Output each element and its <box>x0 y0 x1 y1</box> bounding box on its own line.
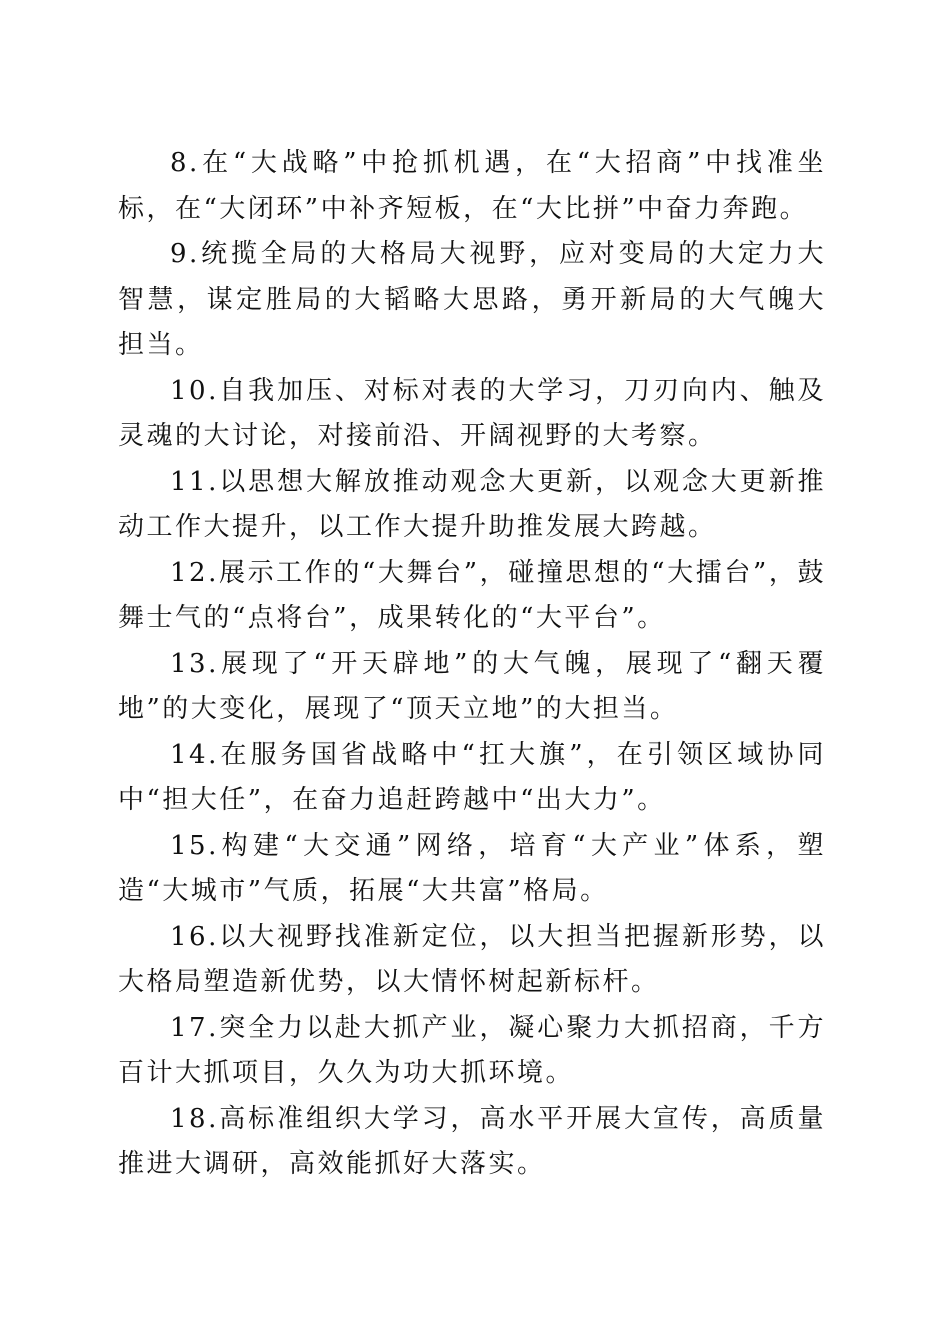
paragraph-10: 10.自我加压、对标对表的大学习，刀刃向内、触及灵魂的大讨论，对接前沿、开阔视野的大考察。 <box>118 375 826 451</box>
document-body <box>118 141 826 1188</box>
paragraph-16: 16.以大视野找准新定位，以大担当把握新形势，以大格局塑造新优势，以大情怀树起新标杆。 <box>118 921 826 997</box>
paragraph-14: 14.在服务国省战略中“扛大旗”，在引领区域协同中“担大任”，在奋力追赶跨越中“出大力”。 <box>118 739 826 815</box>
paragraph-18: 18.高标准组织大学习，高水平开展大宣传，高质量推进大调研，高效能抓好大落实。 <box>118 1103 826 1179</box>
paragraph-13: 13.展现了“开天辟地”的大气魄，展现了“翻天覆地”的大变化，展现了“顶天立地”的大担当。 <box>118 648 826 724</box>
paragraph-15: 15.构建“大交通”网络，培育“大产业”体系，塑造“大城市”气质，拓展“大共富”格局。 <box>118 830 826 906</box>
paragraph-11: 11.以思想大解放推动观念大更新，以观念大更新推动工作大提升，以工作大提升助推发展大跨越。 <box>118 466 826 542</box>
paragraph-9: 9.统揽全局的大格局大视野，应对变局的大定力大智慧，谋定胜局的大韬略大思路，勇开新局的大气魄大担当。 <box>118 239 826 360</box>
paragraph-17: 17.突全力以赴大抓产业，凝心聚力大抓招商，千方百计大抓项目，久久为功大抓环境。 <box>118 1012 826 1088</box>
paragraph-12: 12.展示工作的“大舞台”，碰撞思想的“大擂台”，鼓舞士气的“点将台”，成果转化的“大平台”。 <box>118 557 826 633</box>
paragraph-8: 8.在“大战略”中抢抓机遇，在“大招商”中找准坐标，在“大闭环”中补齐短板，在“大比拼”中奋力奔跑。 <box>118 148 826 224</box>
